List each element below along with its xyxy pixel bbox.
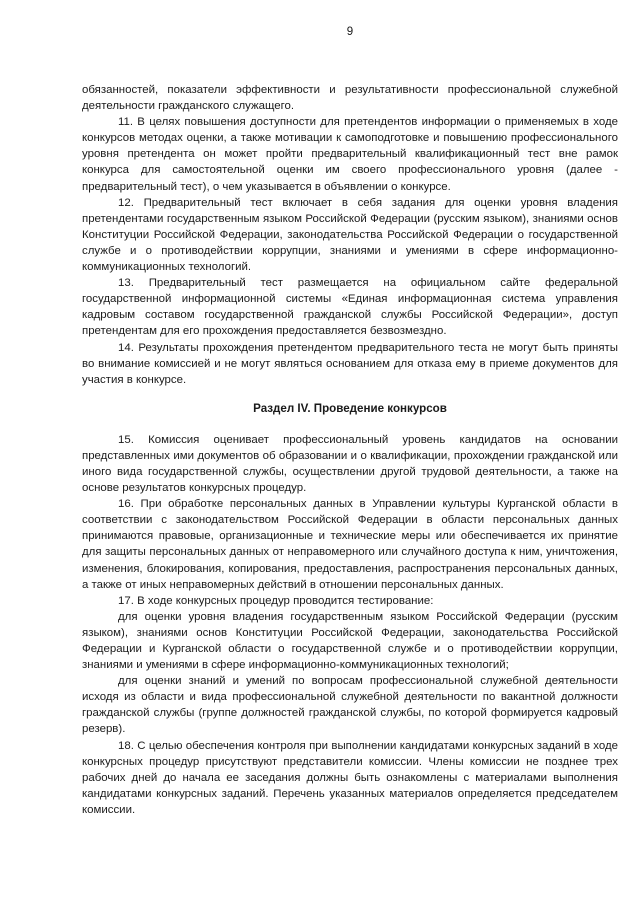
paragraph-16: 16. При обработке персональных данных в Управлении культуры Курганской области в соответствии с законодательством Российской Федерации в области персональных данных принимаются правовые, организационные и технические меры или обеспечивается их принятие для защиты персональных данных от неправомерного или случайного доступа к ним, уничтожения, изменения, блокирования, копирования, предоставления, распространения персональных данных, а также от иных неправомерных действий в отношении персональных данных. bbox=[82, 498, 618, 591]
paragraph-14: 14. Результаты прохождения претендентом предварительного теста не могут быть приняты во внимание комиссией и не могут являться основанием для отказа ему в приеме документов для участия в конкурсе. bbox=[82, 341, 618, 386]
paragraph-17-item-1: для оценки уровня владения государственным языком Российской Федерации (русским языком), знаниями основ Конституции Российской Федерации, законодательства Российской Федерации и Курганской области о государственной службе и о противодействии коррупции, знаниями и умениями в сфере информационно-коммуникационных технологий; bbox=[82, 610, 618, 672]
paragraph-13: 13. Предварительный тест размещается на официальном сайте федеральной государственной информационной системы «Единая информационная система управления кадровым составом государственной гражданской службы Российской Федерации», доступ претендентам для его прохождения предоставляется безвозмездно. bbox=[82, 277, 618, 338]
section-heading: Раздел IV. Проведение конкурсов bbox=[253, 401, 447, 415]
document-body bbox=[82, 82, 618, 818]
paragraph-12: 12. Предварительный тест включает в себя задания для оценки уровня владения претендентами государственным языком Российской Федерации (русским языком), знаниями основ Конституции Российской Федерации, законодательства Российской Федерации о государственной службе и о противодействии коррупции, знаниями и умениями в сфере информационно-коммуникационных технологий. bbox=[82, 196, 618, 274]
page-number: 9 bbox=[346, 26, 354, 38]
paragraph-11: 11. В целях повышения доступности для претендентов информации о применяемых в ходе конкурсов методах оценки, а также мотивации к самоподготовке и повышению профессионального уровня претендента он может пройти предварительный квалификационный тест вне рамок конкурса для самостоятельной оценки им своего профессионального уровня (далее - предварительный тест), о чем указывается в объявлении о конкурсе. bbox=[82, 116, 618, 193]
paragraph-17-item-2: для оценки знаний и умений по вопросам профессиональной служебной деятельности исходя из области и вида профессиональной служебной деятельности по вакантной должности гражданской службы (группе должностей гражданской службы, по которой формируется кадровый резерв). bbox=[82, 675, 618, 736]
paragraph-17: 17. В ходе конкурсных процедур проводится тестирование: bbox=[118, 594, 434, 607]
spacer bbox=[82, 388, 618, 401]
spacer bbox=[82, 417, 618, 432]
paragraph-18: 18. С целью обеспечения контроля при выполнении кандидатами конкурсных заданий в ходе конкурсных процедур присутствуют представители комиссии. Члены комиссии не позднее трех рабочих дней до начала ее заседания должны быть ознакомлены с материалами выполнения кандидатами конкурсных заданий. Перечень указанных материалов определяется председателем комиссии. bbox=[82, 739, 618, 816]
paragraph-continuation: обязанностей, показатели эффективности и результативности профессиональной служебной деятельности гражданского служащего. bbox=[82, 84, 618, 113]
paragraph-15: 15. Комиссия оценивает профессиональный уровень кандидатов на основании представленных ими документов об образовании и о квалификации, прохождении гражданской или иного вида государственной службы, осуществлении другой трудовой деятельности, а также на основе результатов конкурсных процедур. bbox=[82, 433, 618, 495]
